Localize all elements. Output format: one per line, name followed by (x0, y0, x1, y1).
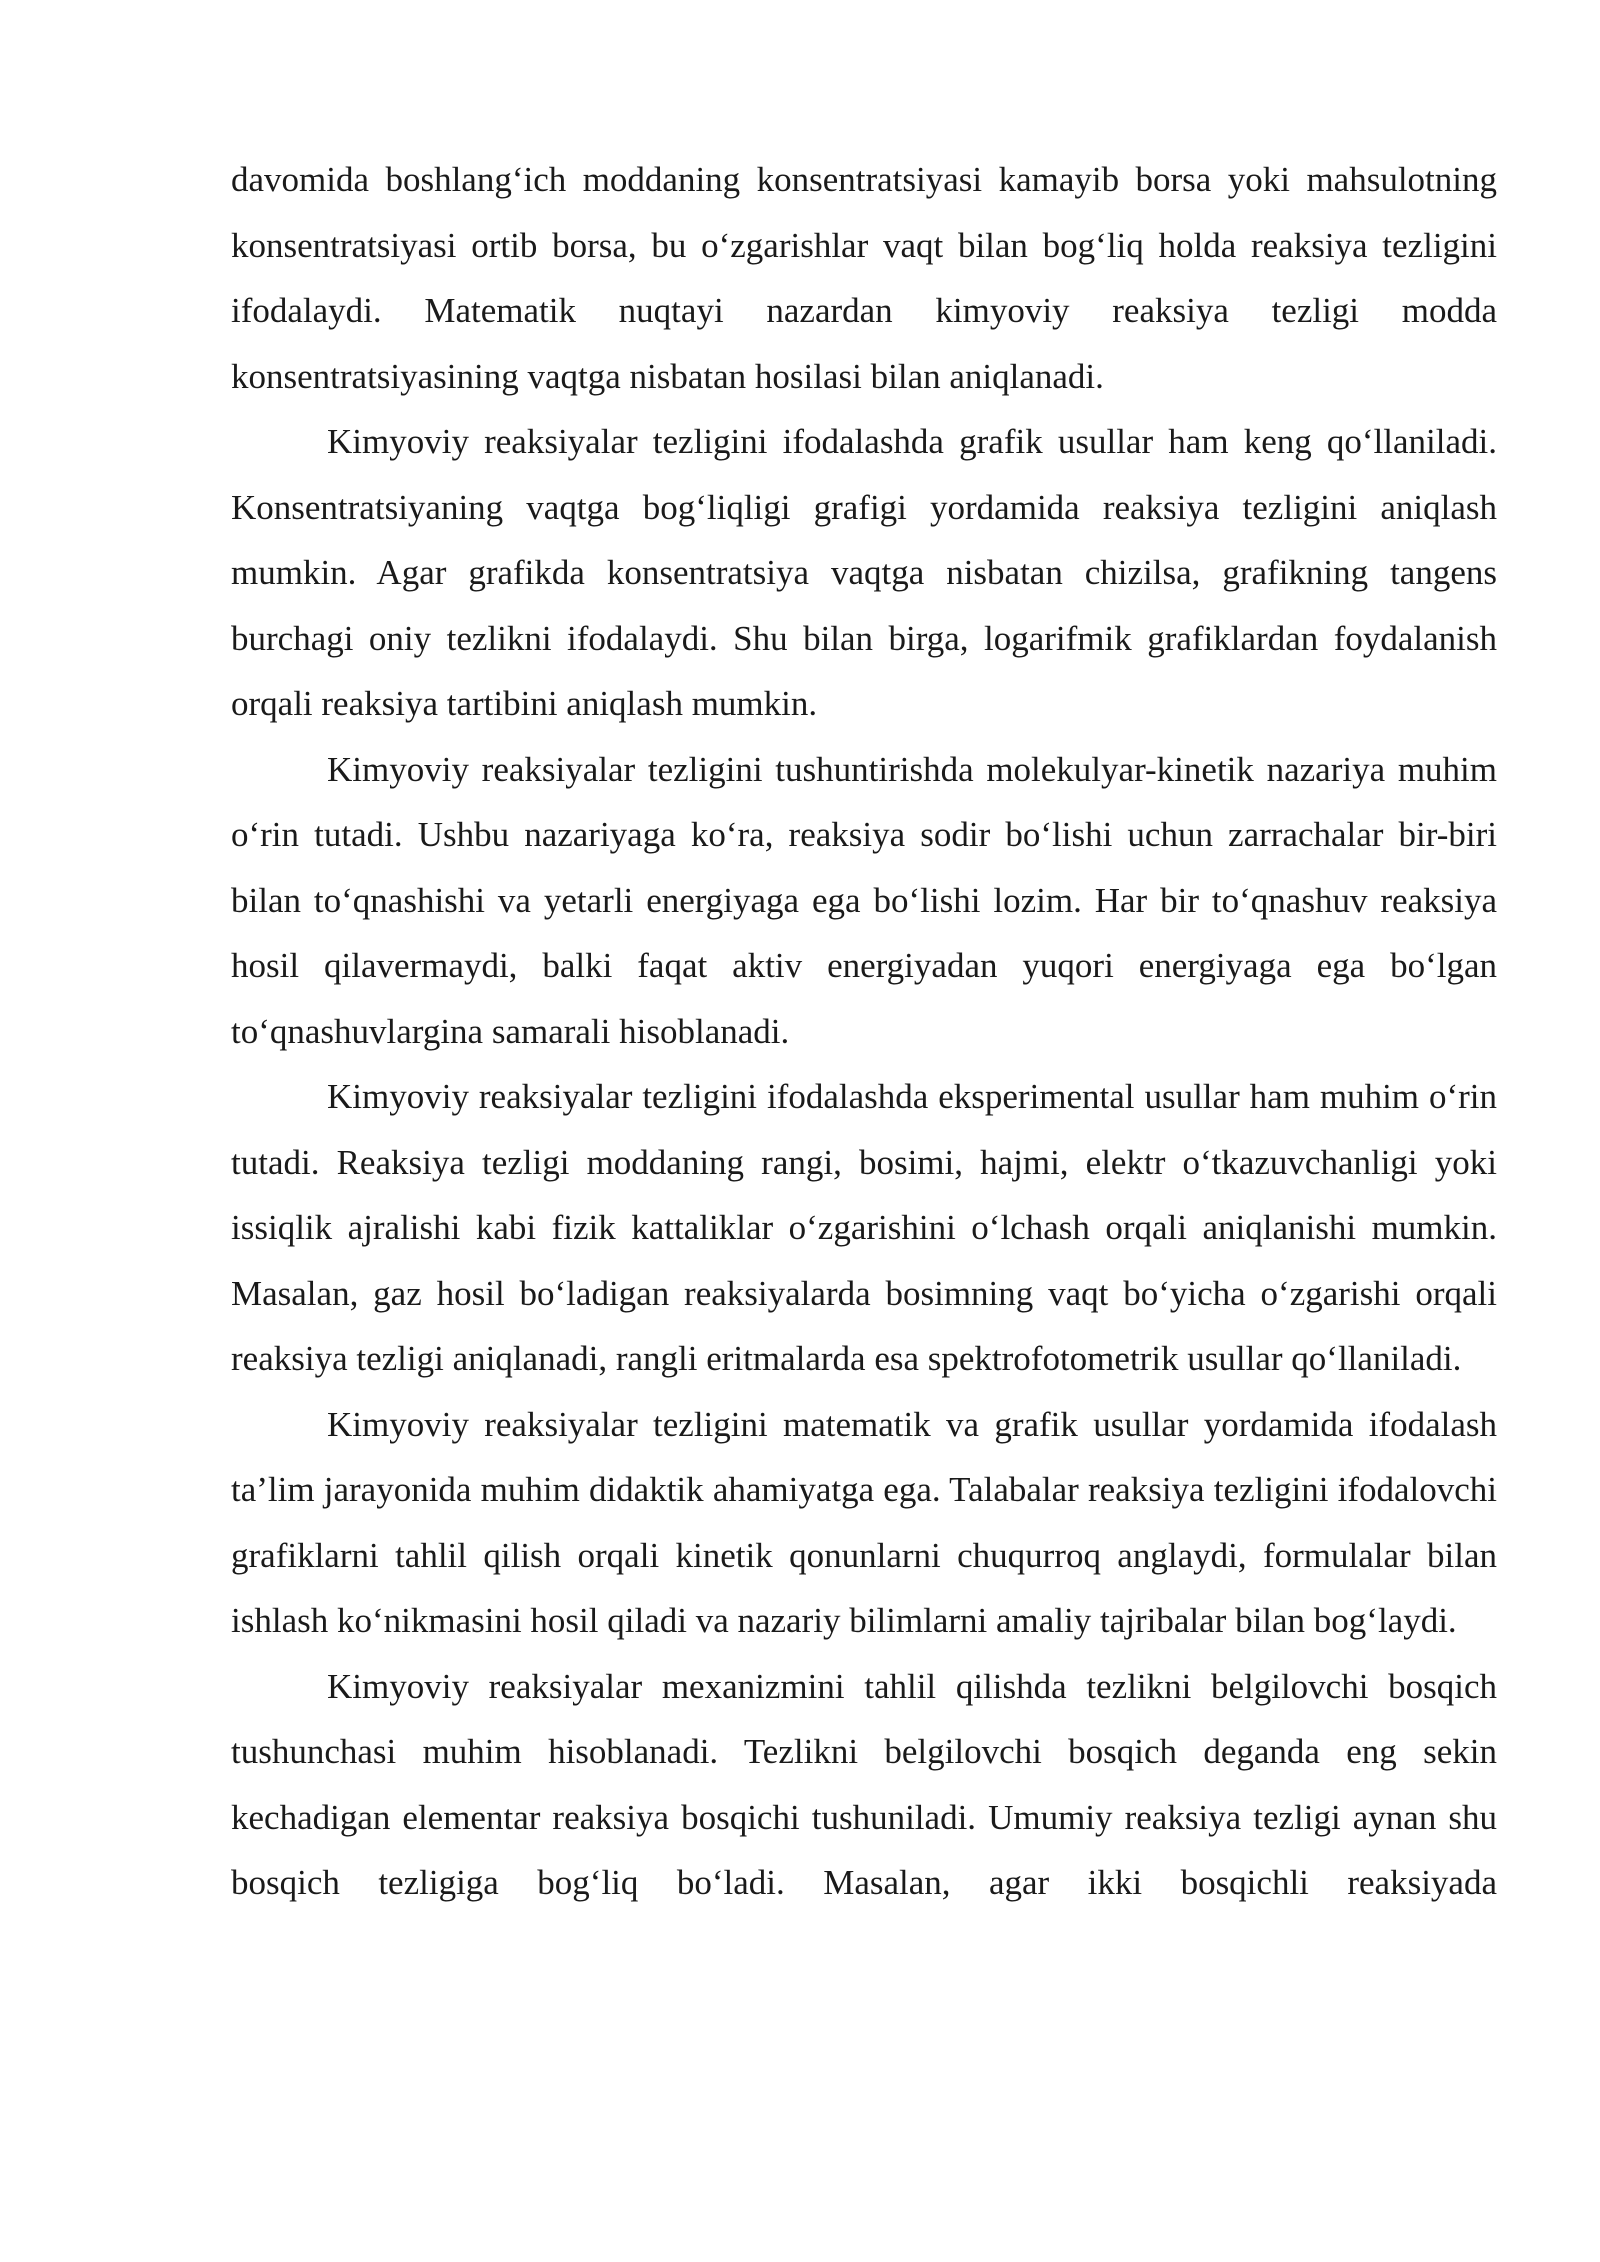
paragraph-molecular-kinetic-theory: Kimyoviy reaksiyalar tezligini tushuntirishda molekulyar-kinetik nazariya muhim o‘rin tutadi. Ushbu nazariyaga ko‘ra, reaksiya sodir bo‘lishi uchun zarrachalar bir-biri bilan to‘qnashishi va yetarli energiyaga ega bo‘lishi lozim. Har bir to‘qnashuv reaksiya hosil qilavermaydi, balki faqat aktiv energiyadan yuqori energiyaga ega bo‘lgan to‘qnashuvlargina samarali hisoblanadi. (231, 749, 1497, 1051)
paragraph-rate-determining-step: Kimyoviy reaksiyalar mexanizmini tahlil qilishda tezlikni belgilovchi bosqich tushunchasi muhim hisoblanadi. Tezlikni belgilovchi bosqich deganda eng sekin kechadigan elementar reaksiya bosqichi tushuniladi. Umumiy reaksiya tezligi aynan shu bosqich tezligiga bog‘liq bo‘ladi. Masalan, agar ikki bosqichli reaksiyada (231, 1666, 1497, 1902)
paragraph-didactic-importance: Kimyoviy reaksiyalar tezligini matematik va grafik usullar yordamida ifodalash ta’lim jarayonida muhim didaktik ahamiyatga ega. Talabalar reaksiya tezligini ifodalovchi grafiklarni tahlil qilish orqali kinetik qonunlarni chuqurroq anglaydi, formulalar bilan ishlash ko‘nikmasini hosil qiladi va nazariy bilimlarni amaliy tajribalar bilan bog‘laydi. (231, 1404, 1497, 1640)
paragraph-continued: davomida boshlang‘ich moddaning konsentratsiyasi kamayib borsa yoki mahsulotning konsentratsiyasi ortib borsa, bu o‘zgarishlar vaqt bilan bog‘liq holda reaksiya tezligini ifodalaydi. Matematik nuqtayi nazardan kimyoviy reaksiya tezligi modda konsentratsiyasining vaqtga nisbatan hosilasi bilan aniqlanadi. (231, 160, 1497, 396)
paragraph-graphic-methods: Kimyoviy reaksiyalar tezligini ifodalashda grafik usullar ham keng qo‘llaniladi. Konsentratsiyaning vaqtga bog‘liqligi grafigi yordamida reaksiya tezligini aniqlash mumkin. Agar grafikda konsentratsiya vaqtga nisbatan chizilsa, grafikning tangens burchagi oniy tezlikni ifodalaydi. Shu bilan birga, logarifmik grafiklardan foydalanish orqali reaksiya tartibini aniqlash mumkin. (231, 422, 1497, 723)
paragraph-experimental-methods: Kimyoviy reaksiyalar tezligini ifodalashda eksperimental usullar ham muhim o‘rin tutadi. Reaksiya tezligi moddaning rangi, bosimi, hajmi, elektr o‘tkazuvchanligi yoki issiqlik ajralishi kabi fizik kattaliklar o‘zgarishini o‘lchash orqali aniqlanishi mumkin. Masalan, gaz hosil bo‘ladigan reaksiyalarda bosimning vaqt bo‘yicha o‘zgarishi orqali reaksiya tezligi aniqlanadi, rangli eritmalarda esa spektrofotometrik usullar qo‘llaniladi. (231, 1077, 1497, 1378)
body-text (231, 147, 1497, 1916)
